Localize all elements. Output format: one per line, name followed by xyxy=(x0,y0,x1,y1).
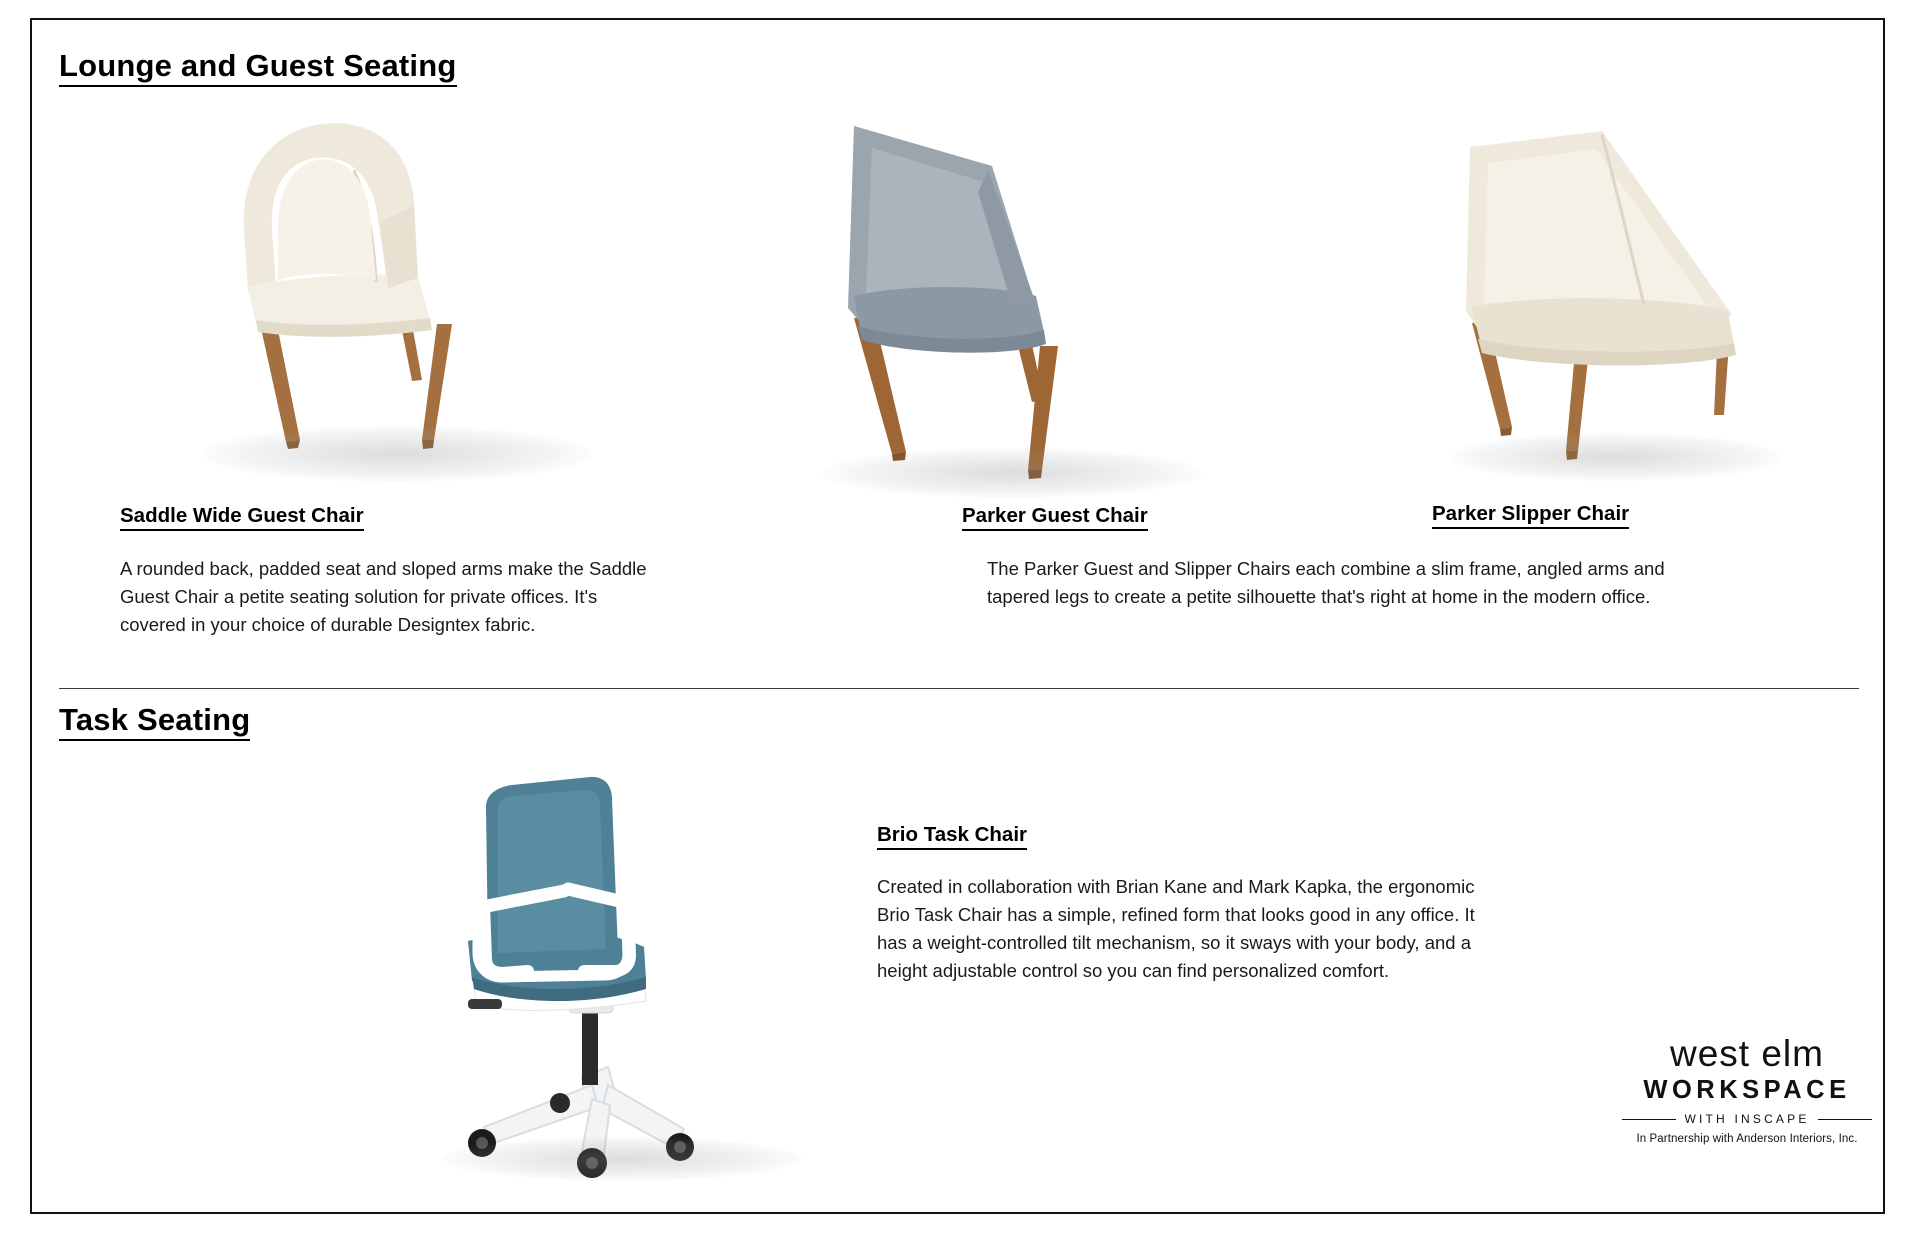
logo-rule-group xyxy=(1622,1112,1872,1126)
logo-rule-right xyxy=(1818,1119,1872,1120)
product-image-parker-guest-chair xyxy=(792,100,1222,500)
section-title-lounge-and-guest-seating: Lounge and Guest Seating xyxy=(59,50,457,87)
logo-rule-left xyxy=(1622,1119,1676,1120)
logo-workspace: WORKSPACE xyxy=(1643,1076,1851,1104)
product-name-saddle-wide-guest-chair: Saddle Wide Guest Chair xyxy=(120,504,364,531)
product-name-parker-guest-chair: Parker Guest Chair xyxy=(962,504,1148,531)
product-description-parker-chairs: The Parker Guest and Slipper Chairs each combine a slim frame, angled arms and tapered legs to create a petite silhouette that's right at home in the modern office. xyxy=(987,558,1665,608)
catalog-page xyxy=(30,18,1885,1214)
product-name-brio-task-chair: Brio Task Chair xyxy=(877,823,1027,850)
logo-west-elm: west elm xyxy=(1670,1033,1824,1074)
product-description-brio-task-chair: Created in collaboration with Brian Kane and Mark Kapka, the ergonomic Brio Task Chair has a simple, refined form that looks good in any office. It has a weight-controlled tilt mechanism, so it sways with your body, and a height adjustable control so you can find personalized comfort. xyxy=(877,876,1475,982)
brand-logo xyxy=(1622,1035,1872,1145)
product-description-saddle-wide-guest-chair: A rounded back, padded seat and sloped arms make the Saddle Guest Chair a petite seating solution for private offices. It's covered in your choice of durable Designtex fabric. xyxy=(120,558,647,636)
logo-with-inscape: WITH INSCAPE xyxy=(1684,1112,1810,1127)
section-divider xyxy=(59,688,1859,689)
section-title-task-seating: Task Seating xyxy=(59,704,250,741)
product-image-brio-task-chair xyxy=(432,755,812,1185)
logo-partnership-note: In Partnership with Anderson Interiors, Inc. xyxy=(1636,1133,1858,1146)
product-image-parker-slipper-chair xyxy=(1432,115,1792,475)
product-image-saddle-wide-guest-chair xyxy=(182,110,602,490)
product-name-parker-slipper-chair: Parker Slipper Chair xyxy=(1432,502,1629,529)
